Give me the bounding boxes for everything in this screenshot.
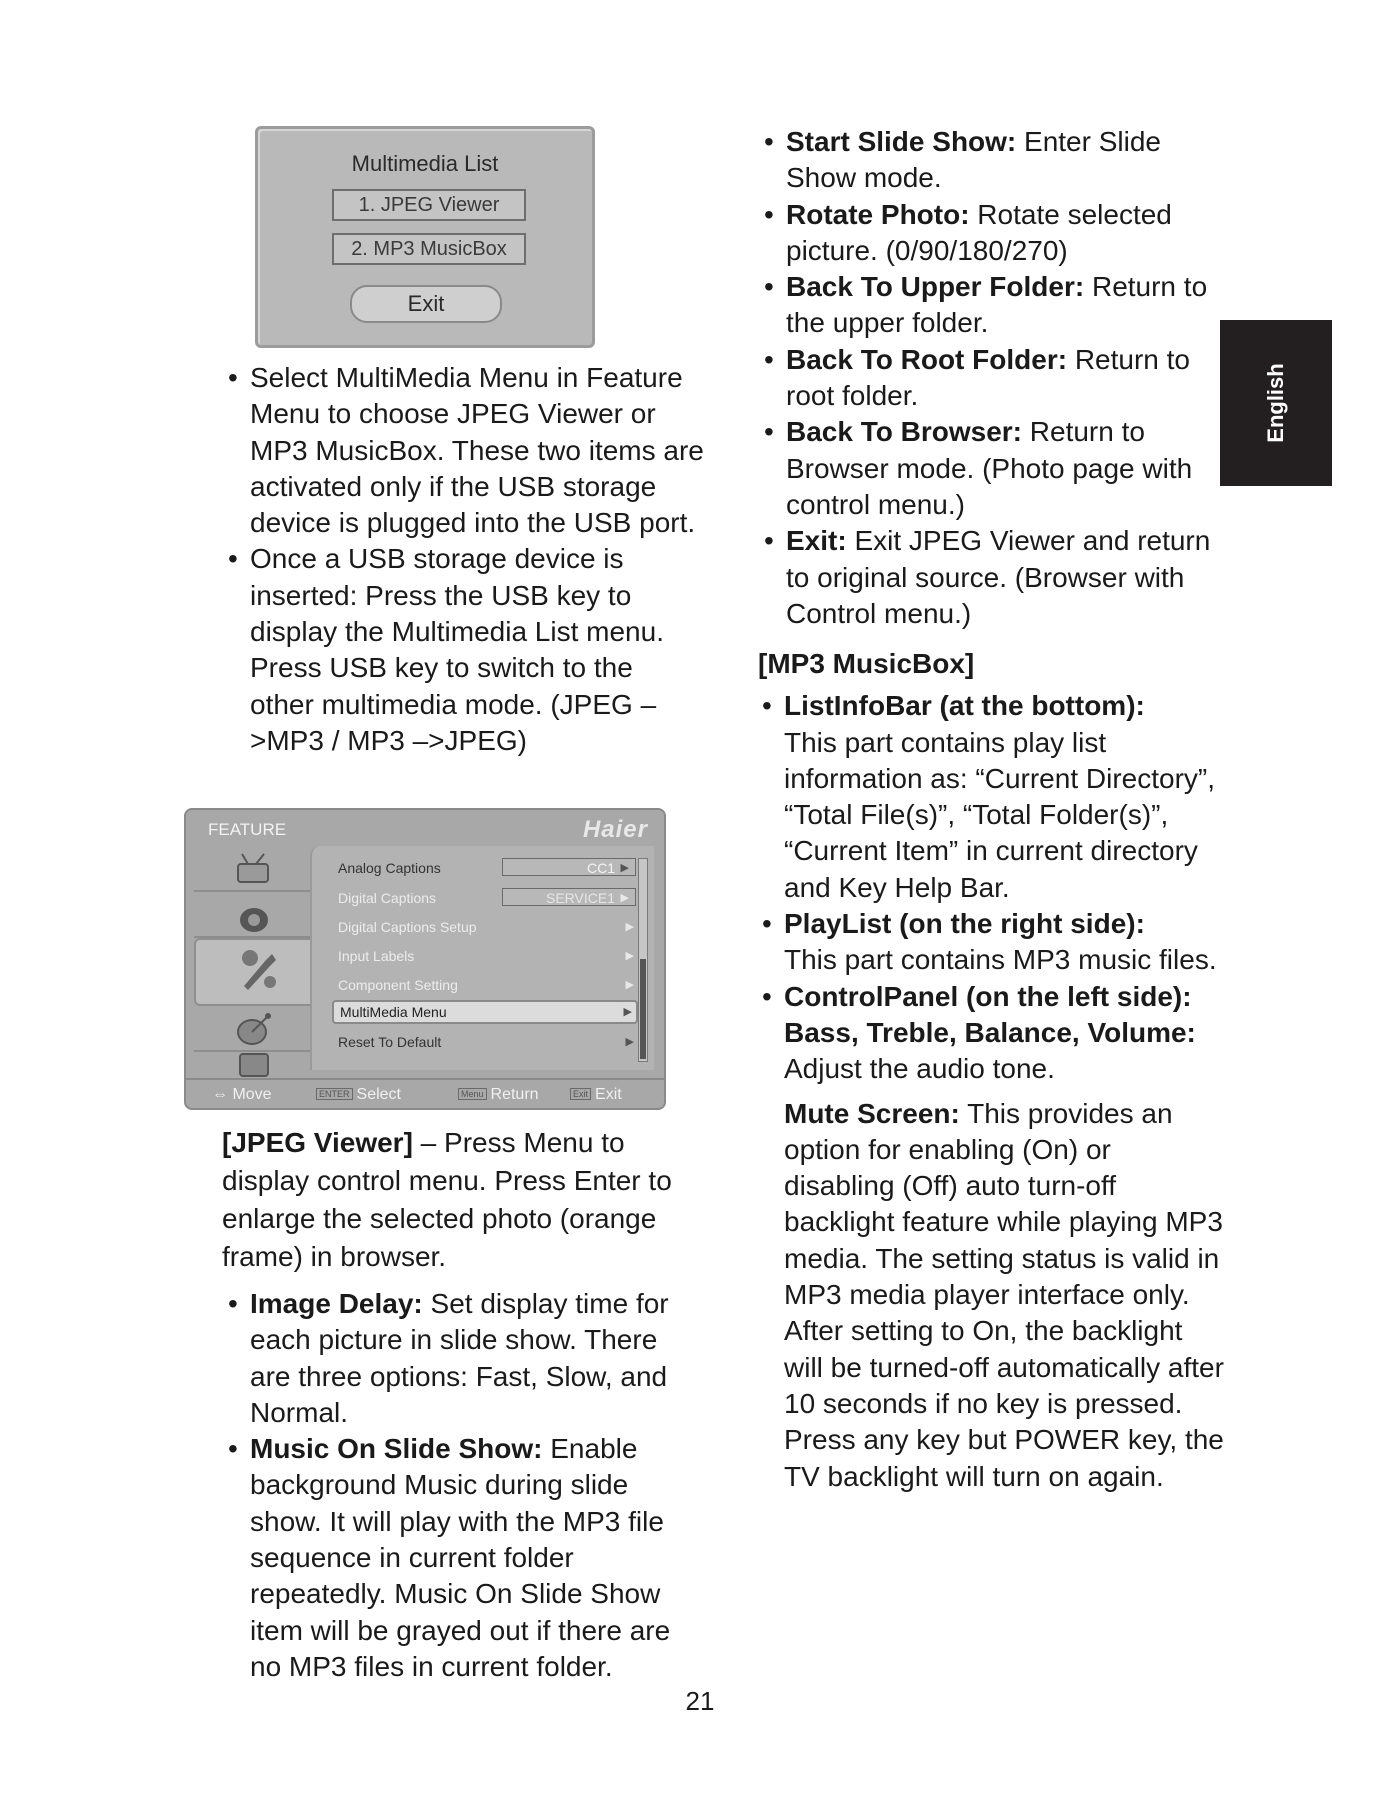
menu-row-input-labels[interactable]	[338, 944, 638, 968]
bullet-text: Enable background Music during slide show. It will play with the MP3 file sequence in current folder repeatedly. Music On Slide Show item will be grayed out if there are no MP3 files in current folder.	[250, 1433, 671, 1682]
mp3-heading: [MP3 MusicBox]	[758, 648, 975, 679]
bullet-text: Set display time for each picture in slide show. There are three options: Fast, Slow, and Normal.	[250, 1288, 669, 1428]
move-arrows-icon: ⇔	[212, 1086, 233, 1103]
bullet-term: ListInfoBar (at the bottom):	[784, 690, 1145, 722]
mute-term: Mute Screen:	[784, 1097, 960, 1129]
menu-row-label: MultiMedia Menu	[340, 1004, 447, 1020]
feature-header: FEATURE	[208, 820, 287, 839]
bullet-term: Exit:	[786, 525, 847, 557]
mute-text: This provides an option for enabling (On) or disabling (Off) auto turn-off backlight feature while playing MP3 media. The setting status is valid in MP3 media player interface only. After setting to On, the backlight will be turned-off automatically after 10 seconds if no key is pressed. Press any key but POWER key, the TV backlight will turn on again.	[784, 1097, 1224, 1492]
exit-label: Exit	[595, 1086, 622, 1103]
menu-row-analog-captions[interactable]	[338, 856, 638, 880]
feature-wrench-icon[interactable]	[194, 938, 316, 1006]
menu-row-digital-captions[interactable]	[338, 886, 638, 910]
exit-hint	[570, 1086, 622, 1104]
menu-row-digital-captions-setup[interactable]	[338, 915, 638, 939]
key-help-bar	[186, 1078, 664, 1110]
jpeg-viewer-heading: [JPEG Viewer]	[222, 1127, 413, 1158]
exit-key-icon: Exit	[570, 1088, 591, 1100]
list-item	[758, 906, 1228, 979]
menu-row-label: Reset To Default	[338, 1034, 442, 1050]
exit-button[interactable]: Exit	[350, 285, 502, 323]
multimedia-list-title: Multimedia List	[351, 151, 499, 176]
list-item	[760, 414, 1230, 523]
jpeg-viewer-options	[224, 1286, 704, 1685]
right-column-options	[760, 124, 1230, 632]
value-text: CC1	[586, 860, 615, 876]
bullet-term: Music On Slide Show:	[250, 1433, 543, 1465]
bullet-term: Back To Browser:	[786, 416, 1022, 448]
feature-options-panel	[310, 846, 654, 1070]
page-number: 21	[685, 1686, 715, 1716]
menu-row-label: Analog Captions	[338, 860, 441, 876]
bullet-term: Back To Root Folder:	[786, 343, 1068, 375]
right-arrow-icon: ▶	[623, 1006, 632, 1018]
menu-row-label: Digital Captions Setup	[338, 919, 477, 935]
bullet-term: Image Delay:	[250, 1288, 423, 1319]
return-label: Return	[490, 1086, 539, 1103]
bullet-text: Return to Browser mode. (Photo page with control menu.)	[786, 416, 1193, 520]
language-tab	[1220, 320, 1332, 486]
list-item	[224, 1431, 704, 1685]
list-item	[760, 342, 1230, 415]
move-label: Move	[232, 1086, 272, 1103]
menu-row-multimedia-menu[interactable]	[332, 1000, 638, 1024]
tv-icon[interactable]	[194, 846, 312, 892]
bullet-text: Enter Slide Show mode.	[786, 126, 1161, 194]
scrollbar[interactable]	[638, 858, 648, 1062]
menu-row-reset-to-default[interactable]	[338, 1030, 638, 1054]
mp3-section	[758, 646, 1228, 1495]
select-label: Select	[356, 1086, 401, 1103]
mute-screen-paragraph	[758, 1096, 1228, 1495]
menu-row-label: Digital Captions	[338, 890, 437, 906]
right-arrow-icon: ▶	[625, 979, 634, 991]
menu-row-component-setting[interactable]	[338, 973, 638, 997]
right-arrow-icon: ▶	[620, 892, 629, 904]
value-text: SERVICE1	[546, 890, 615, 906]
enter-key-icon: ENTER	[316, 1088, 353, 1100]
bullet-subterm: Bass, Treble, Balance, Volume:	[784, 1016, 1196, 1048]
bullet-term: Rotate Photo:	[786, 198, 970, 230]
haier-logo: Haier	[582, 816, 648, 843]
feature-menu-screen	[184, 808, 666, 1110]
digital-captions-value[interactable]	[502, 888, 636, 906]
jpeg-viewer-section	[222, 1124, 692, 1276]
speaker-icon[interactable]	[194, 892, 312, 938]
multimedia-list-dialog	[255, 126, 595, 348]
menu-key-icon: Menu	[458, 1088, 487, 1100]
language-label: English	[1263, 363, 1288, 443]
menu-row-label: Input Labels	[338, 948, 415, 964]
bullet-text: This part contains play list information as: “Current Directory”, “Total File(s)”, “Total Folder(s)”, “Current Item” in current directory and Key Help Bar.	[784, 726, 1216, 903]
jpeg-viewer-item[interactable]: 1. JPEG Viewer	[332, 189, 526, 221]
right-arrow-icon: ▶	[625, 921, 634, 933]
bullet-text: Rotate selected picture. (0/90/180/270)	[786, 198, 1172, 266]
list-item: • Once a USB storage device is inserted: Press the USB key to display the Multimedia List menu. Press USB key to switch to the other multimedia mode. (JPEG –>MP3 / MP3 –>JPEG)	[224, 541, 704, 759]
bullet-text: Exit JPEG Viewer and return to original source. (Browser with Control menu.)	[786, 525, 1211, 629]
list-item	[760, 269, 1230, 342]
move-hint	[212, 1086, 272, 1104]
right-arrow-icon: ▶	[625, 1036, 634, 1048]
list-item	[760, 523, 1230, 632]
feature-sidebar	[194, 846, 312, 1068]
bullet-text: This part contains MP3 music files.	[784, 944, 1217, 976]
scrollbar-thumb[interactable]	[640, 959, 646, 1059]
analog-captions-value[interactable]	[502, 858, 636, 876]
select-hint	[316, 1086, 401, 1104]
list-item	[224, 1286, 704, 1431]
bullet-term: Back To Upper Folder:	[786, 271, 1085, 303]
left-column-intro	[224, 360, 704, 759]
list-item	[760, 124, 1230, 197]
jpeg-viewer-intro	[222, 1124, 692, 1276]
bullet-text: Return to the upper folder.	[786, 271, 1208, 339]
list-item	[760, 197, 1230, 270]
list-item: • Select MultiMedia Menu in Feature Menu to choose JPEG Viewer or MP3 MusicBox. These two items are activated only if the USB storage device is plugged into the USB port.	[224, 360, 704, 541]
return-hint	[458, 1086, 539, 1104]
right-arrow-icon: ▶	[625, 950, 634, 962]
list-item	[758, 979, 1228, 1088]
bullet-text: Return to root folder.	[786, 343, 1190, 412]
right-arrow-icon: ▶	[620, 862, 629, 874]
mp3-musicbox-item[interactable]: 2. MP3 MusicBox	[332, 233, 526, 265]
bullet-term: Start Slide Show:	[786, 126, 1017, 157]
bullet-term: PlayList (on the right side):	[784, 908, 1145, 940]
jpeg-viewer-intro-text: – Press Menu to display control menu. Press Enter to enlarge the selected photo (orange frame) in browser.	[222, 1127, 672, 1272]
list-item	[758, 688, 1228, 906]
bullet-text: Adjust the audio tone.	[784, 1053, 1055, 1085]
bullet-term: ControlPanel (on the left side):	[784, 980, 1192, 1012]
menu-row-label: Component Setting	[338, 977, 458, 993]
